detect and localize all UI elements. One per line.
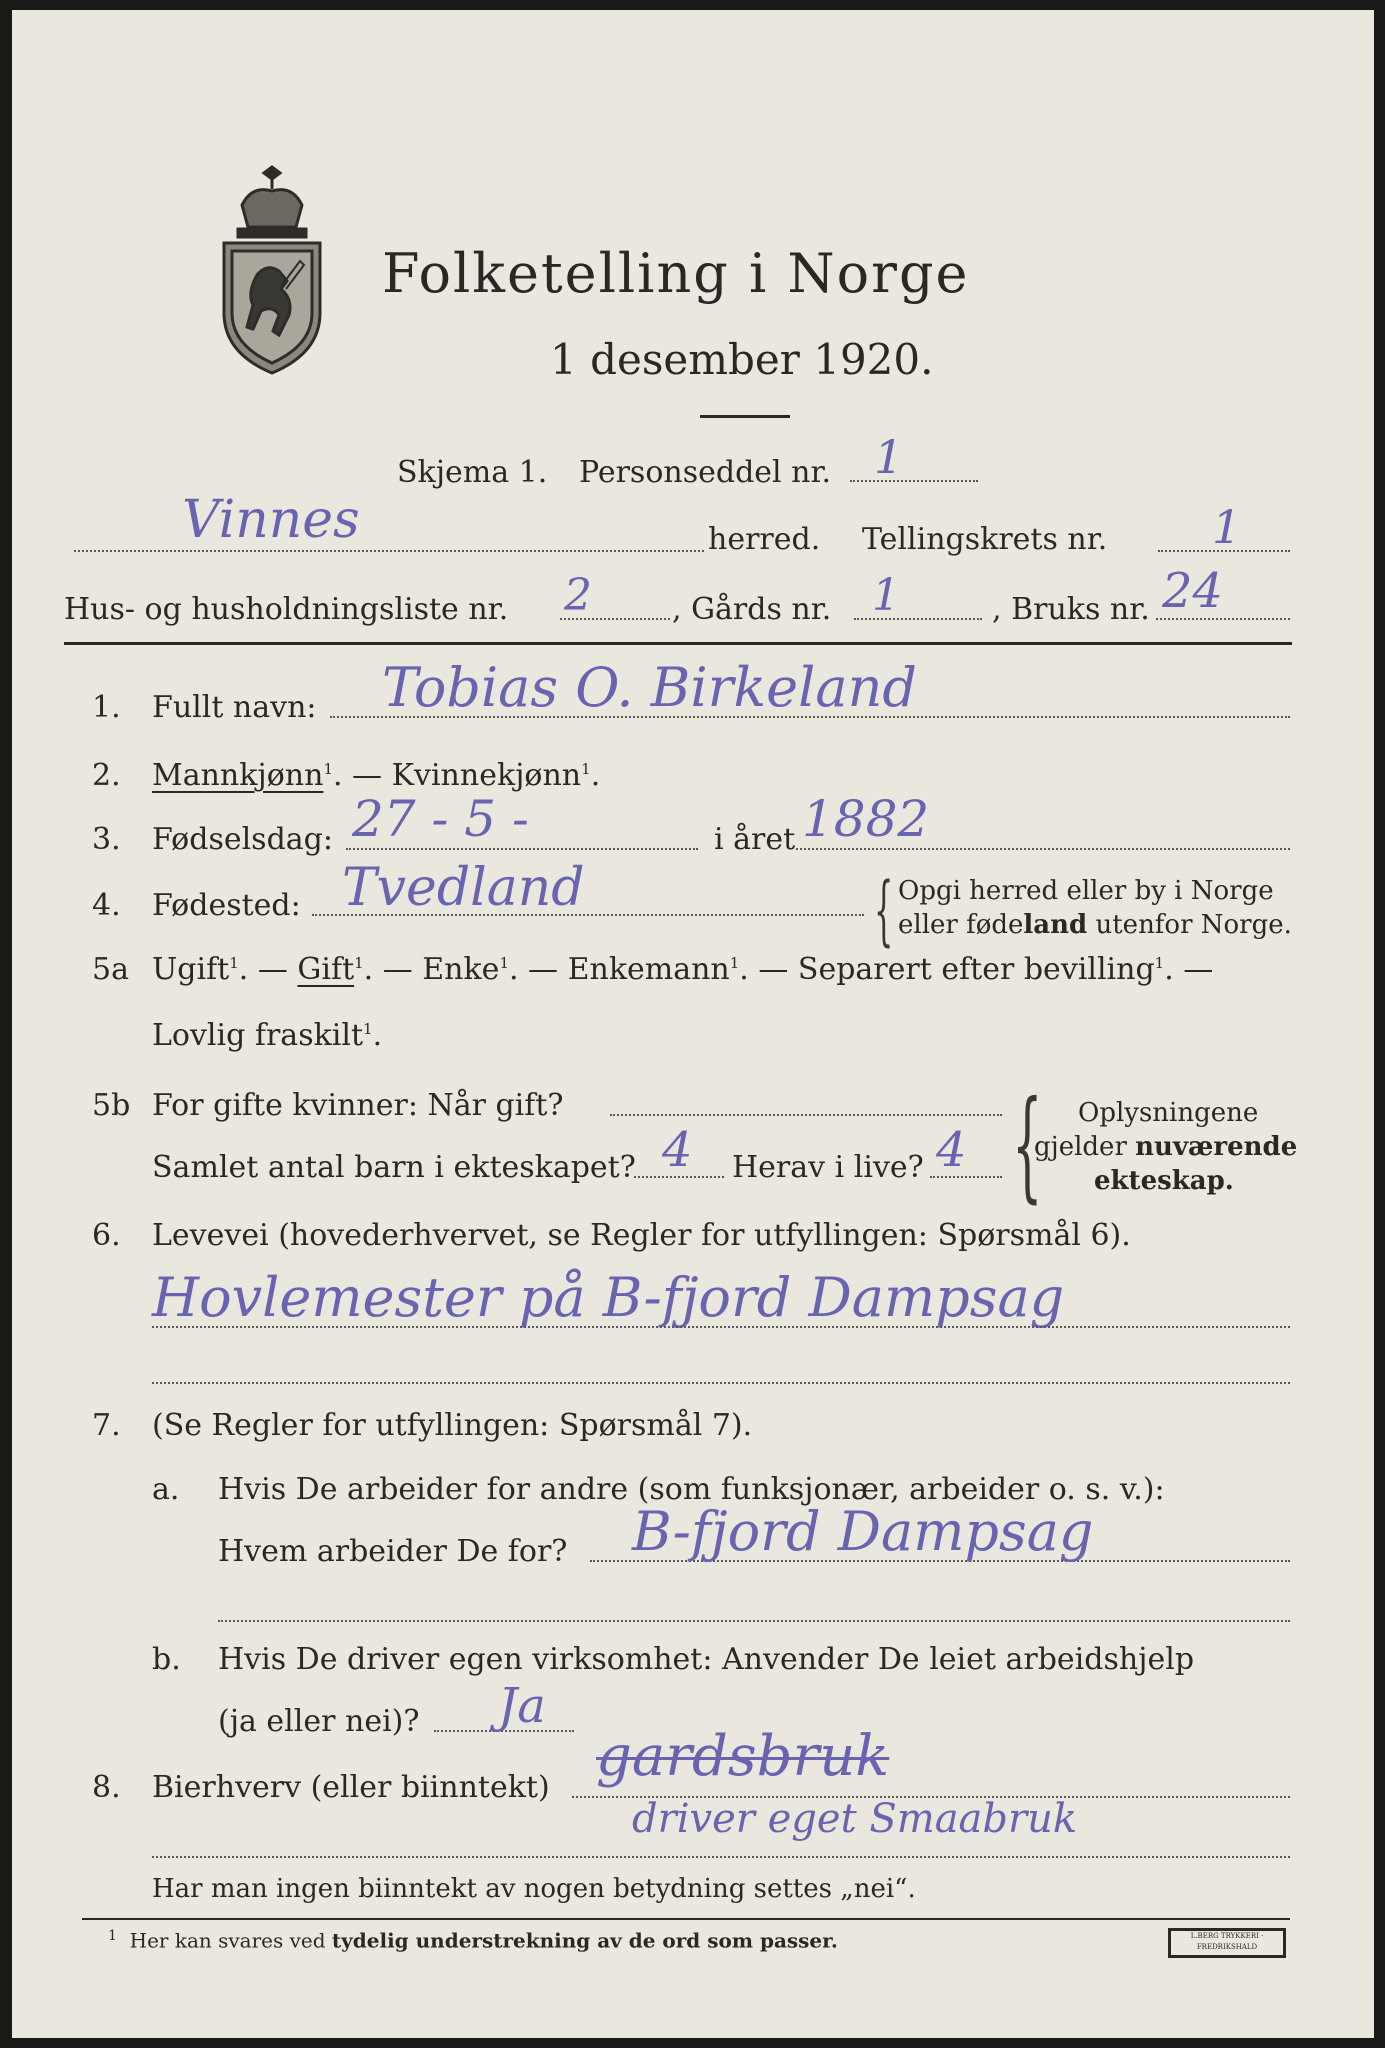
- q5b-label2: Samlet antal barn i ekteskapet?: [152, 1150, 636, 1185]
- title-divider: [700, 415, 790, 418]
- q2-options: Mannkjønn$^1$. — Kvinnekjønn$^1$.: [152, 758, 601, 793]
- q7a-label2: Hvem arbeider De for?: [218, 1534, 568, 1569]
- q5a-gift: Gift: [297, 952, 355, 987]
- q3-day-value: 27 - 5 -: [352, 790, 529, 848]
- q1-number: 1.: [92, 690, 121, 725]
- q5b-married-line: [610, 1114, 1002, 1116]
- q1-label: Fullt navn:: [152, 690, 317, 725]
- form-title: Folketelling i Norge: [382, 242, 970, 305]
- q8-value-struck: gardsbruk: [596, 1724, 890, 1789]
- q5b-note1: Oplysningene: [1078, 1098, 1259, 1128]
- printer-stamp: L.BERG TRYKKERI · FREDRIKSHALD: [1168, 1928, 1286, 1958]
- q3-number: 3.: [92, 822, 121, 857]
- q6-line2: [152, 1382, 1290, 1384]
- q5b-note2: gjelder nuværende: [1034, 1132, 1298, 1162]
- q5a-separert: Separert efter bevilling: [797, 952, 1155, 987]
- q4-value: Tvedland: [342, 858, 585, 918]
- q4-note-brace: {: [874, 865, 894, 954]
- q7b-label1: Hvis De driver egen virksomhet: Anvender De leiet arbeidshjelp: [218, 1642, 1195, 1677]
- norwegian-coat-of-arms-icon: [212, 165, 332, 380]
- q5a-options: Ugift$^1$. — Gift$^1$. — Enke$^1$. — Enkemann$^1$. — Separert efter bevilling$^1$. —: [152, 952, 1214, 987]
- husholdning-label: Hus- og husholdningsliste nr.: [64, 592, 509, 627]
- personseddel-value: 1: [874, 430, 904, 484]
- tellingskrets-label: Tellingskrets nr.: [862, 522, 1108, 557]
- personseddel-label: Personseddel nr.: [579, 455, 832, 490]
- q5a-enkemann: Enkemann: [567, 952, 730, 987]
- q3-day-line: [346, 848, 698, 850]
- q2-female-option: Kvinnekjønn: [391, 758, 582, 793]
- herred-label: herred.: [708, 522, 821, 557]
- q4-number: 4.: [92, 888, 121, 923]
- q7a-label1: Hvis De arbeider for andre (som funksjonær, arbeider o. s. v.):: [218, 1472, 1165, 1507]
- q7-label: (Se Regler for utfyllingen: Spørsmål 7).: [152, 1408, 753, 1443]
- q5a-number: 5a: [92, 952, 129, 987]
- q5b-children-value: 4: [662, 1122, 693, 1178]
- q8-label: Bierhverv (eller biinntekt): [152, 1770, 550, 1805]
- q5a-ugift: Ugift: [152, 952, 230, 987]
- q7a-line2: [218, 1620, 1290, 1622]
- q3-year-line: [796, 848, 1290, 850]
- gards-label: , Gårds nr.: [672, 592, 832, 627]
- census-form-sheet: [12, 10, 1374, 2038]
- municipality-value: Vinnes: [182, 490, 360, 550]
- q8-value2: driver eget Smaabruk: [632, 1796, 1078, 1842]
- q5b-alive-label: Herav i live?: [732, 1150, 924, 1185]
- q2-male-option: Mannkjønn: [152, 758, 324, 793]
- skjema-label: Skjema 1.: [397, 455, 548, 490]
- q6-value: Hovlemester på B-fjord Dampsag: [152, 1266, 1065, 1329]
- q7b-label2: (ja eller nei)?: [218, 1704, 420, 1739]
- q5b-label1: For gifte kvinner: Når gift?: [152, 1088, 564, 1123]
- bruks-value: 24: [1162, 563, 1224, 619]
- q5b-note-brace: {: [1012, 1076, 1043, 1215]
- husholdning-value: 2: [564, 570, 592, 621]
- footnote-rule: [82, 1918, 1290, 1920]
- q4-note-line1: Opgi herred eller by i Norge: [898, 876, 1274, 906]
- q6-label: Levevei (hovederhvervet, se Regler for utfyllingen: Spørsmål 6).: [152, 1218, 1131, 1253]
- header-rule: [64, 642, 1292, 645]
- q7a-letter: a.: [152, 1472, 180, 1507]
- footer-note: Har man ingen biinntekt av nogen betydning settes „nei“.: [152, 1874, 916, 1904]
- q7-number: 7.: [92, 1408, 121, 1443]
- q3-year-label: i året: [714, 822, 796, 857]
- q6-number: 6.: [92, 1218, 121, 1253]
- q8-line2: [152, 1856, 1290, 1858]
- footnote: $^1$ Her kan svares ved tydelig understrekning av de ord som passer.: [108, 1928, 838, 1953]
- q3-label: Fødselsdag:: [152, 822, 333, 857]
- municipality-line: [74, 550, 704, 552]
- q1-value: Tobias O. Birkeland: [382, 656, 917, 719]
- q4-label: Fødested:: [152, 888, 301, 923]
- q8-number: 8.: [92, 1770, 121, 1805]
- q6-line1: [152, 1326, 1290, 1328]
- q5b-number: 5b: [92, 1088, 131, 1123]
- q5a-options-line2: Lovlig fraskilt$^1$.: [152, 1018, 383, 1053]
- tellingskrets-value: 1: [1212, 500, 1242, 554]
- q3-year-value: 1882: [802, 790, 930, 848]
- gards-value: 1: [872, 570, 900, 621]
- q4-note-line2: eller fødeland utenfor Norge.: [898, 910, 1292, 940]
- q7a-value: B-fjord Dampsag: [632, 1500, 1094, 1563]
- q5a-enke: Enke: [422, 952, 500, 987]
- q5b-note3: ekteskap.: [1094, 1166, 1234, 1196]
- q5a-fraskilt: Lovlig fraskilt: [152, 1018, 364, 1053]
- bruks-label: , Bruks nr.: [992, 592, 1150, 627]
- q7b-value: Ja: [498, 1678, 546, 1734]
- form-date: 1 desember 1920.: [550, 335, 934, 384]
- q5b-alive-value: 4: [936, 1122, 967, 1178]
- q2-number: 2.: [92, 758, 121, 793]
- personseddel-line: [850, 480, 978, 482]
- q7b-letter: b.: [152, 1642, 181, 1677]
